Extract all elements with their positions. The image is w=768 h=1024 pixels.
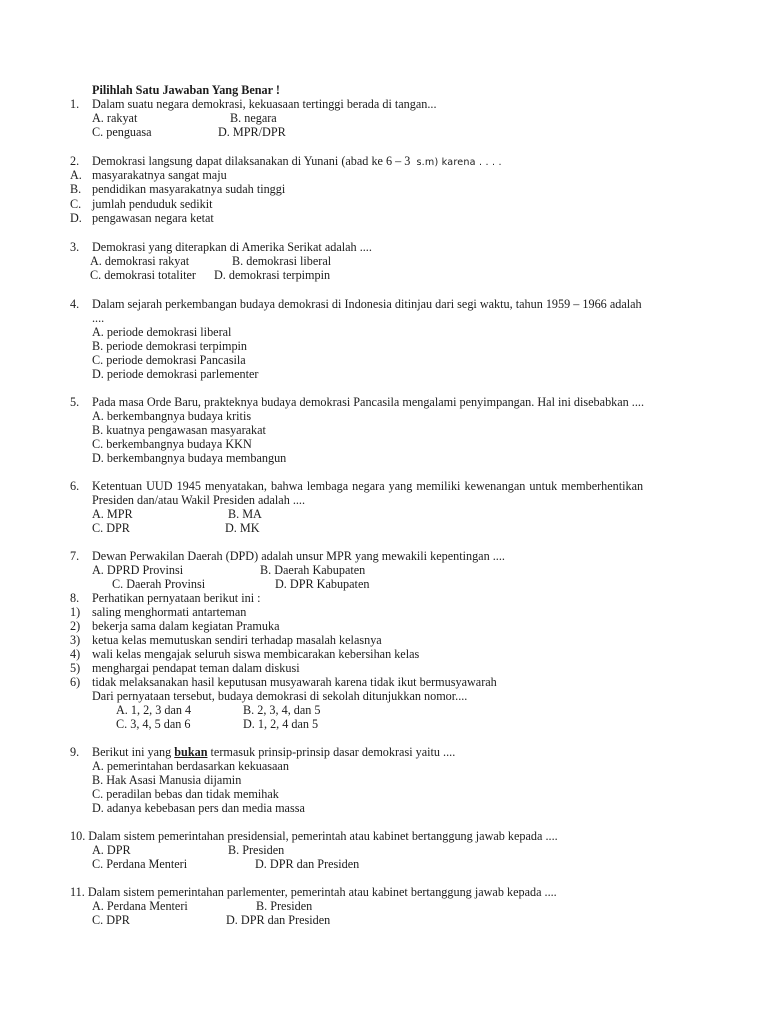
question-number: 4. (70, 297, 80, 311)
statement-number: 5) (70, 661, 81, 675)
option-c: C. Perdana Menteri (92, 857, 188, 871)
option-c: C. berkembangnya budaya KKN (92, 437, 252, 451)
question-number: 7. (70, 549, 80, 563)
option-d: D. periode demokrasi parlementer (92, 367, 259, 381)
option-d: pengawasan negara ketat (92, 211, 214, 225)
question-text: Perhatikan pernyataan berikut ini : (92, 591, 261, 605)
question-text-post: termasuk prinsip-prinsip dasar demokrasi yaitu .... (210, 745, 456, 759)
question-text-pre: Berikut ini yang (92, 745, 172, 759)
statement-text: menghargai pendapat teman dalam diskusi (92, 661, 300, 675)
option-a: A. MPR (92, 507, 133, 521)
statement-text: wali kelas mengajak seluruh siswa membicarakan kebersihan kelas (92, 647, 420, 661)
option-c: C. penguasa (92, 125, 152, 139)
question-text-cont: Presiden dan/atau Wakil Presiden adalah .... (92, 493, 306, 507)
option-a: A. demokrasi rakyat (90, 254, 190, 268)
option-a: A. berkembangnya budaya kritis (92, 409, 252, 423)
option-a: A. pemerintahan berdasarkan kekuasaan (92, 759, 289, 773)
question-number: 6. (70, 479, 80, 493)
option-b: B. 2, 3, 4, dan 5 (243, 703, 321, 717)
option-a: A. DPRD Provinsi (92, 563, 184, 577)
option-d: D. DPR Kabupaten (275, 577, 370, 591)
option-a: A. 1, 2, 3 dan 4 (116, 703, 192, 717)
statement-number: 1) (70, 605, 81, 619)
option-b: B. Hak Asasi Manusia dijamin (92, 773, 242, 787)
option-a: masyarakatnya sangat maju (92, 168, 227, 182)
option-d-letter: D. (70, 211, 82, 225)
option-d: D. DPR dan Presiden (226, 913, 331, 927)
statement-text: ketua kelas memutuskan sendiri terhadap masalah kelasnya (92, 633, 382, 647)
option-c: C. peradilan bebas dan tidak memihak (92, 787, 279, 801)
option-b: B. demokrasi liberal (232, 254, 332, 268)
option-c: jumlah penduduk sedikit (92, 197, 213, 211)
option-c: C. periode demokrasi Pancasila (92, 353, 246, 367)
option-a: A. rakyat (92, 111, 138, 125)
question-text: 11. Dalam sistem pemerintahan parlementer, pemerintah atau kabinet bertanggung jawab kepada .... (70, 885, 557, 899)
instruction-heading: Pilihlah Satu Jawaban Yang Benar ! (92, 83, 280, 97)
option-d: D. MK (225, 521, 260, 535)
question-number: 5. (70, 395, 80, 409)
option-b: B. periode demokrasi terpimpin (92, 339, 248, 353)
question-text: Dewan Perwakilan Daerah (DPD) adalah unsur MPR yang mewakili kepentingan .... (92, 549, 505, 563)
question-text: Dalam suatu negara demokrasi, kekuasaan tertinggi berada di tangan... (92, 97, 437, 111)
question-number: 9. (70, 745, 80, 759)
option-b: B. Daerah Kabupaten (260, 563, 366, 577)
option-a-letter: A. (70, 168, 82, 182)
option-b: B. kuatnya pengawasan masyarakat (92, 423, 266, 437)
statement-number: 6) (70, 675, 81, 689)
option-c: C. DPR (92, 913, 130, 927)
option-d: D. berkembangnya budaya membangun (92, 451, 287, 465)
option-d: D. MPR/DPR (218, 125, 286, 139)
option-b: B. MA (228, 507, 262, 521)
option-c: C. 3, 4, 5 dan 6 (116, 717, 191, 731)
option-b: B. negara (230, 111, 277, 125)
option-b: B. Presiden (256, 899, 313, 913)
option-c: C. demokrasi totaliter (90, 268, 196, 282)
question-number: 2. (70, 154, 80, 168)
statement-number: 4) (70, 647, 81, 661)
statement-text: saling menghormati antarteman (92, 605, 247, 619)
option-c-letter: C. (70, 197, 82, 211)
question-number: 8. (70, 591, 80, 605)
question-text: Pada masa Orde Baru, prakteknya budaya demokrasi Pancasila mengalami penyimpangan. Hal ini disebabkan .... (92, 395, 644, 409)
question-text-cont: .... (92, 311, 105, 325)
option-d: D. 1, 2, 4 dan 5 (243, 717, 319, 731)
option-d: D. DPR dan Presiden (255, 857, 360, 871)
statement-text: bekerja sama dalam kegiatan Pramuka (92, 619, 280, 633)
option-b: B. Presiden (228, 843, 285, 857)
option-a: A. Perdana Menteri (92, 899, 188, 913)
question-number: 3. (70, 240, 80, 254)
question-text: Ketentuan UUD 1945 menyatakan, bahwa lembaga negara yang memiliki kewenangan untuk memberhentikan (92, 479, 644, 493)
statement-text: tidak melaksanakan hasil keputusan musyawarah karena tidak ikut bermusyawarah (92, 675, 497, 689)
option-c: C. DPR (92, 521, 130, 535)
question-text: Demokrasi yang diterapkan di Amerika Serikat adalah .... (92, 240, 372, 254)
statement-number: 2) (70, 619, 81, 633)
option-d: D. adanya kebebasan pers dan media massa (92, 801, 305, 815)
question-prompt: Dari pernyataan tersebut, budaya demokrasi di sekolah ditunjukkan nomor.... (92, 689, 468, 703)
question-text: Dalam sejarah perkembangan budaya demokrasi di Indonesia ditinjau dari segi waktu, tahun 1959 – 1966 adalah (92, 297, 642, 311)
emphasis-word: bukan (174, 745, 208, 759)
option-b-letter: B. (70, 182, 82, 196)
question-text-tail: s.m) karena . . . . (416, 157, 502, 168)
question-number: 1. (70, 97, 80, 111)
question-text: 10. Dalam sistem pemerintahan presidensial, pemerintah atau kabinet bertanggung jawab kepada .... (70, 829, 558, 843)
option-d: D. demokrasi terpimpin (214, 268, 331, 282)
option-a: A. DPR (92, 843, 131, 857)
question-text-main: Demokrasi langsung dapat dilaksanakan di Yunani (abad ke 6 – 3 (92, 154, 411, 168)
option-c: C. Daerah Provinsi (112, 577, 206, 591)
option-b: pendidikan masyarakatnya sudah tinggi (92, 182, 286, 196)
option-a: A. periode demokrasi liberal (92, 325, 232, 339)
question-text (92, 745, 455, 759)
statement-number: 3) (70, 633, 81, 647)
